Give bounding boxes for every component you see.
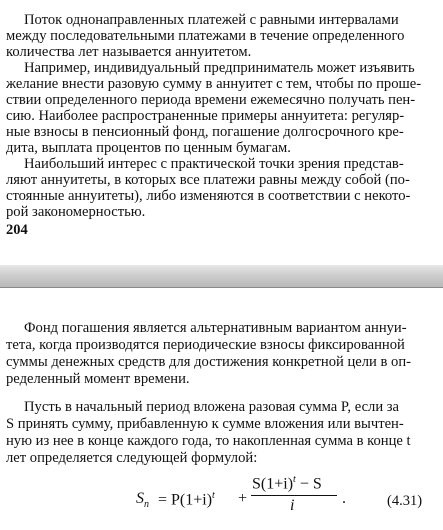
- text-line: лет определяется следующей формулой:: [6, 450, 258, 466]
- top-page: [0, 0, 443, 262]
- text-line: Например, индивидуальный предприниматель может изъявить: [24, 60, 415, 76]
- text-line: Поток однонаправленных платежей с равными интервалами: [24, 12, 399, 28]
- text-line: ные взносы в пенсионный фонд, погашение долгосрочного кре-: [6, 124, 404, 140]
- formula-denominator: i: [290, 497, 295, 514]
- text-line: Наибольший интерес с практической точки зрения представ-: [24, 156, 404, 172]
- text-line: количества лет называется аннуитетом.: [6, 44, 252, 60]
- text-line: ляют аннуитеты, в которых все платежи равны между собой (по-: [6, 172, 410, 188]
- text-line: ную из нее в конце каждого года, то накопленная сумма в конце t: [6, 433, 411, 449]
- text-line: желание внести разовую сумму в аннуитет с тем, чтобы по проше-: [6, 76, 422, 92]
- text-line: рой закономерностью.: [6, 204, 146, 220]
- formula-term-1: = $P(1+i)^t$: [158, 490, 215, 509]
- fraction-bar: [251, 495, 337, 496]
- formula-numerator: $S(1+i)^t - S$: [252, 474, 322, 493]
- text-line: стоянные аннуитеты), либо изменяются в соответствии с некото-: [6, 188, 411, 204]
- page-divider: [0, 265, 443, 287]
- text-line: дита, выплата процентов по ценным бумагам.: [6, 140, 291, 156]
- text-line: между последовательными платежами в течение определенного: [6, 28, 405, 44]
- formula-number: (4.31): [387, 493, 423, 509]
- formula-period: .: [342, 490, 346, 507]
- formula-lhs: $S_n$: [136, 490, 149, 511]
- text-line: Пусть в начальный период вложена разовая сумма P, если за: [24, 399, 400, 415]
- text-line: тета, когда производятся периодические взносы фиксированной: [6, 337, 405, 353]
- text-line: S принять сумму, прибавленную к сумме вложения или вычтен-: [6, 416, 404, 432]
- formula-plus: +: [238, 490, 248, 507]
- page-number: 204: [6, 222, 28, 238]
- text-line: сию. Наиболее распространенные примеры аннуитета: регуляр-: [6, 108, 405, 124]
- text-line: ределенный момент времени.: [6, 371, 190, 387]
- text-line: суммы денежных средств для достижения конкретной цели в оп-: [6, 354, 411, 370]
- text-line: ствии определенного периода времени ежемесячно получать пен-: [6, 92, 416, 108]
- text-line: Фонд погашения является альтернативным вариантом аннуи-: [24, 320, 407, 336]
- formula-4-31: [0, 465, 443, 520]
